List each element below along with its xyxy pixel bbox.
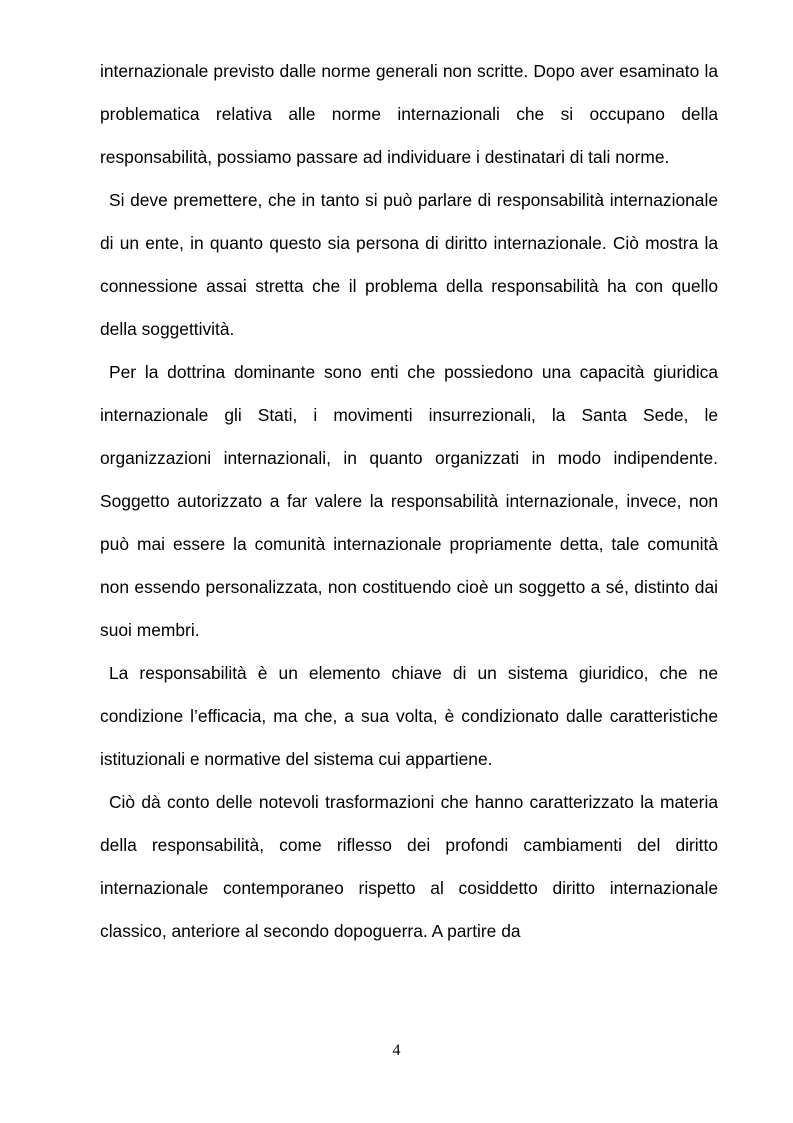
paragraph-premise: Si deve premettere, che in tanto si può parlare di responsabilità internazionale di un ente, in quanto questo sia persona di diritto internazionale. Ciò mostra la connessione assai stretta che il problema della responsabilità ha con quello della soggettività. [100,190,718,339]
document-body [100,50,718,953]
paragraph-continuation: internazionale previsto dalle norme generali non scritte. Dopo aver esaminato la problematica relativa alle norme internazionali che si occupano della responsabilità, possiamo passare ad individuare i destinatari di tali norme. [100,61,718,167]
paragraph-transformations: Ciò dà conto delle notevoli trasformazioni che hanno caratterizzato la materia della responsabilità, come riflesso dei profondi cambiamenti del diritto internazionale contemporaneo rispetto al cosiddetto diritto internazionale classico, anteriore al secondo dopoguerra. A partire da [100,792,718,941]
paragraph-dominant-doctrine: Per la dottrina dominante sono enti che possiedono una capacità giuridica internazionale gli Stati, i movimenti insurrezionali, la Santa Sede, le organizzazioni internazionali, in quanto organizzati in modo indipendente. Soggetto autorizzato a far valere la responsabilità internazionale, invece, non può mai essere la comunità internazionale propriamente detta, tale comunità non essendo personalizzata, non costituendo cioè un soggetto a sé, distinto dai suoi membri. [100,362,718,640]
page-number: 4 [392,1042,401,1059]
paragraph-key-element: La responsabilità è un elemento chiave di un sistema giuridico, che ne condizione l’efficacia, ma che, a sua volta, è condizionato dalle caratteristiche istituzionali e normative del sistema cui appartiene. [100,663,718,769]
